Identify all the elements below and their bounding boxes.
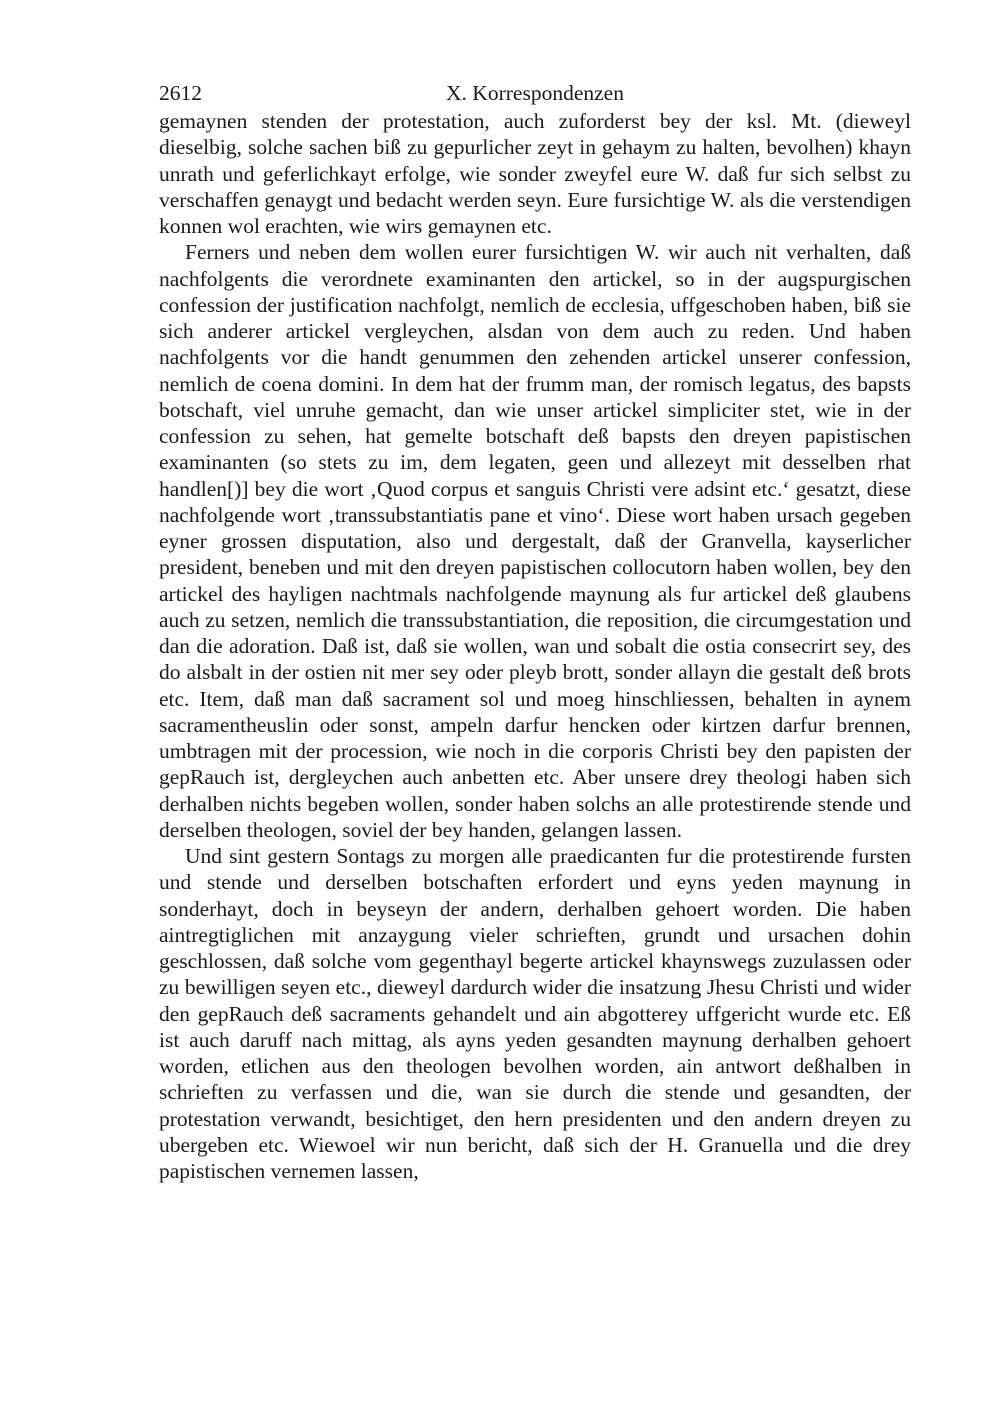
- paragraph: Ferners und neben dem wollen eurer fursichtigen W. wir auch nit verhalten, daß nachfolgents die verordnete examinanten den artickel, so in der augspurgischen confession der justification nachfolgt, nemlich de ecclesia, uffgeschoben haben, biß sie sich anderer artickel vergleychen, alsdan von dem auch zu reden. Und haben nachfolgents vor die handt genummen den zehenden artickel unserer confession, nemlich de coena domini. In dem hat der frumm man, der romisch legatus, des bapsts botschaft, viel unruhe gemacht, dan wie unser artickel simpliciter stet, wie in der confession zu sehen, hat gemelte botschaft deß bapsts den dreyen papistischen examinanten (so stets zu im, dem legaten, geen und allezeyt mit desselben rhat handlen[)] bey die wort ‚Quod corpus et sanguis Christi vere adsint etc.‘ gesatzt, diese nachfolgende wort ‚transsubstantiatis pane et vino‘. Diese wort haben ursach gegeben eyner grossen disputation, also und dergestalt, daß der Granvella, kayserlicher president, beneben und mit den dreyen papistischen collocutorn haben wollen, bey den artickel des hayligen nachtmals nachfolgende maynung als fur artickel deß glaubens auch zu setzen, nemlich die transsubstantiation, die reposition, die circumgestation und dan die adoration. Daß ist, daß sie wollen, wan und sobalt die ostia consecrirt sey, des do alsbalt in der ostien nit mer sey oder pleyb brott, sonder allayn die gestalt deß brots etc. Item, daß man daß sacrament sol und moeg hinschliessen, behalten in aynem sacramentheuslin oder sonst, ampeln darfur hencken oder kirtzen darfur brennen, umbtragen mit der procession, wie noch in die corporis Christi bey den papisten der gepRauch ist, dergleychen auch anbetten etc. Aber unsere drey theologi haben sich derhalben nichts begeben wollen, sonder haben solchs an alle protestirende stende und derselben theologen, soviel der bey handen, gelangen lassen.: [159, 240, 911, 842]
- body-text: [159, 108, 911, 1184]
- page: [159, 78, 911, 1184]
- page-number: 2612: [159, 81, 202, 105]
- paragraph: gemaynen stenden der protestation, auch zuforderst bey der ksl. Mt. (dieweyl dieselbig, solche sachen biß zu gepurlicher zeyt in gehaym zu halten, bevolhen) khayn unrath und geferlichkayt erfolge, wie sonder zweyfel eure W. daß fur sich selbst zu verschaffen genaygt und bedacht werden seyn. Eure fursichtige W. als die verstendigen konnen wol erachten, wie wirs gemaynen etc.: [159, 109, 911, 238]
- paragraph: Und sint gestern Sontags zu morgen alle praedicanten fur die protestirende fursten und stende und derselben botschaften erfordert und eyns yeden maynung in sonderhayt, doch in beyseyn der andern, derhalben gehoert worden. Die haben aintregtiglichen mit anzaygung vieler schrieften, grundt und ursachen dohin geschlossen, daß solche vom gegenthayl begerte artickel khaynswegs zuzulassen oder zu bewilligen seyen etc., dieweyl dardurch wider die insatzung Jhesu Christi und wider den gepRauch deß sacraments gehandelt und ain abgotterey uffgericht wurde etc. Eß ist auch daruff nach mittag, als ayns yeden gesandten maynung derhalben gehoert worden, etlichen aus den theologen bevolhen worden, ain antwort deßhalben in schrieften zu verfassen und die, wan sie durch die stende und gesandten, der protestation verwandt, besichtiget, den hern presidenten und den andern dreyen zu ubergeben etc. Wiewoel wir nun bericht, daß sich der H. Granuella und die drey papistischen vernemen lassen,: [159, 844, 911, 1183]
- running-head: X. Korrespondenzen: [446, 81, 624, 105]
- page-header: [159, 78, 911, 108]
